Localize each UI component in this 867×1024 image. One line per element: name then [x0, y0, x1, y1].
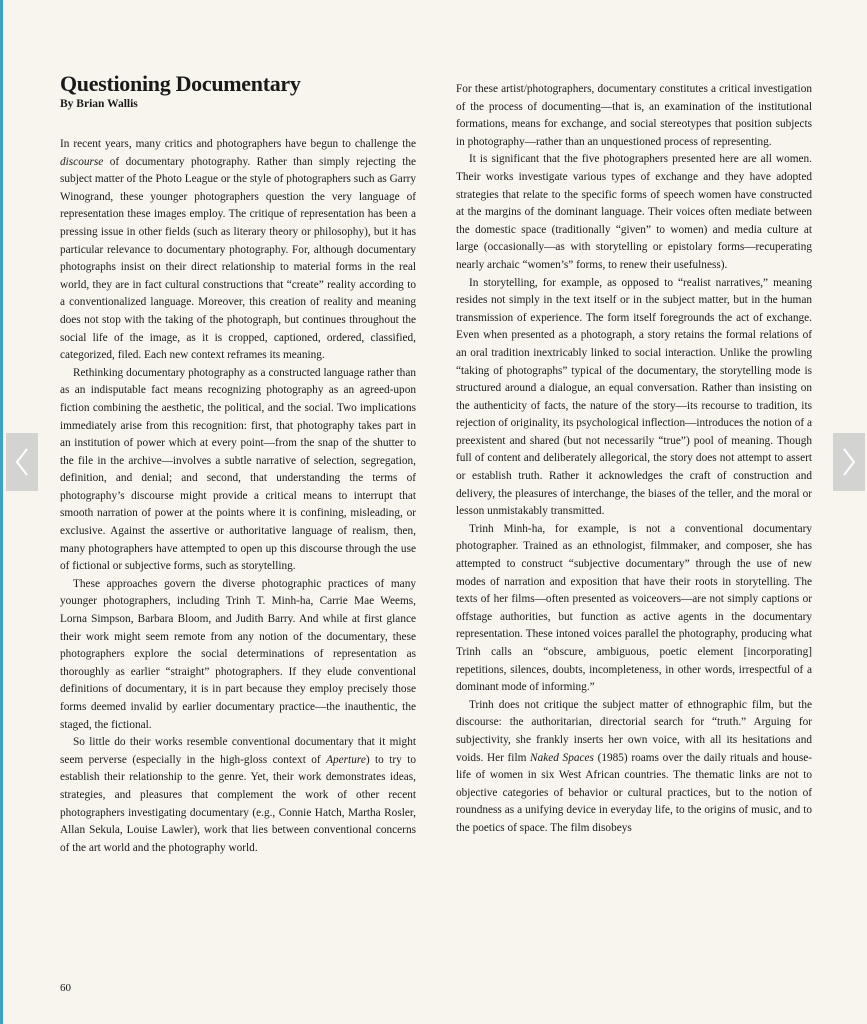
text-run: In storytelling, for example, as opposed to “realist narratives,” meaning resides not simply in the text itself or in the subject matter, but in the human transmission of experience. The form itself foregrounds the act of exchange. Even when presented as a photograph, a story retains the formal relations of an oral tradition inextricably linked to social interaction. Unlike the prowling “taking of photographs” typical of the documentary, the storytelling mode is structured around a dialogue, an equal conversation. Rather than insisting on the authenticity of facts, the nature of the story—its recourse to tradition, its rejection of originality, its psychological inflection—introduces the notion of a preexistent and shared (but not necessarily “true”) pool of meaning. Though full of content and deliberately allegorical, the story does not attempt to assert or establish truth. Rather it acknowledges the craft of construction and delivery, the pleasures of interchange, the biases of the teller, and the moral or lesson unmistakably transmitted.: [456, 276, 812, 518]
text-run: Trinh Minh-ha, for example, is not a conventional documentary photographer. Trained as an ethnologist, filmmaker, and composer, she has attempted to construct “subjective documentary” through the use of new modes of narration and exposition that have their roots in storytelling. The texts of her films—often presented as voiceovers—are not simply captions or offstage authorities, but function as active agents in the documentary representation. These intoned voices parallel the photography, producing what Trinh calls an “obscure, ambiguous, poetic element [incorporating] repetitions, silences, doubts, incompleteness, in other words, irrespectful of a dominant mode of informing.”: [456, 522, 812, 694]
left-accent-bar: [0, 0, 3, 1024]
text-run: of documentary photography. Rather than simply rejecting the subject matter of the Photo League or the style of photographers such as Garry Winogrand, these younger photographers question the very language of representation these images employ. The critique of representation has been a pressing issue in other fields (such as literary theory or philosophy), but it has particular relevance to documentary photography. For, although documentary photographs insist on their direct relationship to material forms in the real world, they are in fact cultural constructions that “create” reality according to a conventionalized language. Moreover, this creation of reality and meaning does not stop with the taking of the photograph, but continues throughout the social life of the image, as it is cropped, captioned, ordered, classified, categorized, filed. Each new context reframes its meaning.: [60, 155, 416, 362]
text-run: ) to try to establish their relationship to the genre. Yet, their work demonstrates ideas, strategies, and pleasures that complement the work of other recent photographers investigating documentary (e.g., Connie Hatch, Martha Rosler, Allan Sekula, Louise Lawler), work that lies between conventional concerns of the art world and the photography world.: [60, 753, 416, 854]
italic-text: Naked Spaces: [530, 751, 594, 764]
paragraph: [60, 136, 416, 365]
article-page: [60, 72, 815, 1002]
paragraph: [60, 365, 416, 576]
next-page-button[interactable]: [833, 433, 865, 491]
page-number: 60: [60, 982, 71, 994]
previous-page-button[interactable]: [6, 433, 38, 491]
text-run: Trinh does not critique the subject matter of ethnographic film, but the discourse: the authoritarian, directorial search for “truth.” Arguing for subjectivity, she frankly inserts her own voice, with all its hesitations and voids. Her film: [456, 698, 812, 764]
right-column-body: [456, 81, 812, 838]
chevron-left-icon: [14, 447, 30, 477]
left-column-body: [60, 136, 416, 857]
paragraph: [456, 521, 812, 697]
paragraph: [456, 697, 812, 838]
paragraph: [456, 81, 812, 151]
paragraph: [456, 275, 812, 521]
text-run: (1985) roams over the daily rituals and house-life of women in six West African countries. The thematic links are not to objective categories of behavior or cultural practices, but to the notion of roundness as a unifying device in everyday life, to the origins of music, and to the poetics of space. The film disobeys: [456, 751, 812, 834]
italic-text: Aperture: [326, 753, 366, 766]
italic-text: discourse: [60, 155, 104, 168]
text-run: These approaches govern the diverse photographic practices of many younger photographers, including Trinh T. Minh-ha, Carrie Mae Weems, Lorna Simpson, Barbara Bloom, and Judith Barry. And while at first glance their work might seem remote from any notion of the documentary, these photographers explore the social determinations of representation as thoroughly as earlier “straight” photographers. If they elude conventional definitions of documentary, it is in part because they employ precisely those forms deemed invalid by earlier documentary practice—the inauthentic, the staged, the fictional.: [60, 577, 416, 731]
article-title: Questioning Documentary: [60, 71, 301, 96]
paragraph: [60, 576, 416, 734]
article-byline: By Brian Wallis: [60, 98, 138, 110]
chevron-right-icon: [841, 447, 857, 477]
paragraph: [60, 734, 416, 857]
right-column: [456, 81, 812, 838]
text-run: It is significant that the five photographers presented here are all women. Their works investigate various types of exchange and they have adopted strategies that relate to the specific forms of speech women have constructed at the margins of the dominant language. Their voices often mediate between the domestic space (traditionally “given” to women) and media culture at large (occasionally—as with storytelling or epistolary forms—recuperating nearly archaic “women’s” forms, to renew their usefulness).: [456, 153, 812, 271]
text-run: So little do their works resemble conventional documentary that it might seem perverse (especially in the high-gloss context of: [60, 736, 416, 766]
left-column: [60, 72, 416, 857]
text-run: For these artist/photographers, documentary constitutes a critical investigation of the process of documenting—that is, an examination of the institutional formations, means for exchange, and social stereotypes that position subjects in photography—rather than an unquestioned process of representing.: [456, 83, 812, 148]
paragraph: [456, 151, 812, 274]
text-run: Rethinking documentary photography as a constructed language rather than as an indisputable fact means recognizing photography as an agreed-upon fiction combining the aesthetic, the political, and the social. Two implications immediately arise from this recognition: first, that photography takes part in an institution of power which at every point—from the snap of the shutter to the file in the archive—involves a subtle narrative of selection, segregation, definition, and denial; and second, that understanding the terms of photography’s discourse might provide a critical means to interrupt that smooth narration of power at the points where it is confining, misleading, or exclusive. Against the assertive or authoritative language of realism, then, many photographers have attempted to open up this discourse through the use of fictional or subjective forms, such as storytelling.: [60, 366, 416, 573]
text-run: In recent years, many critics and photographers have begun to challenge the: [60, 138, 416, 150]
